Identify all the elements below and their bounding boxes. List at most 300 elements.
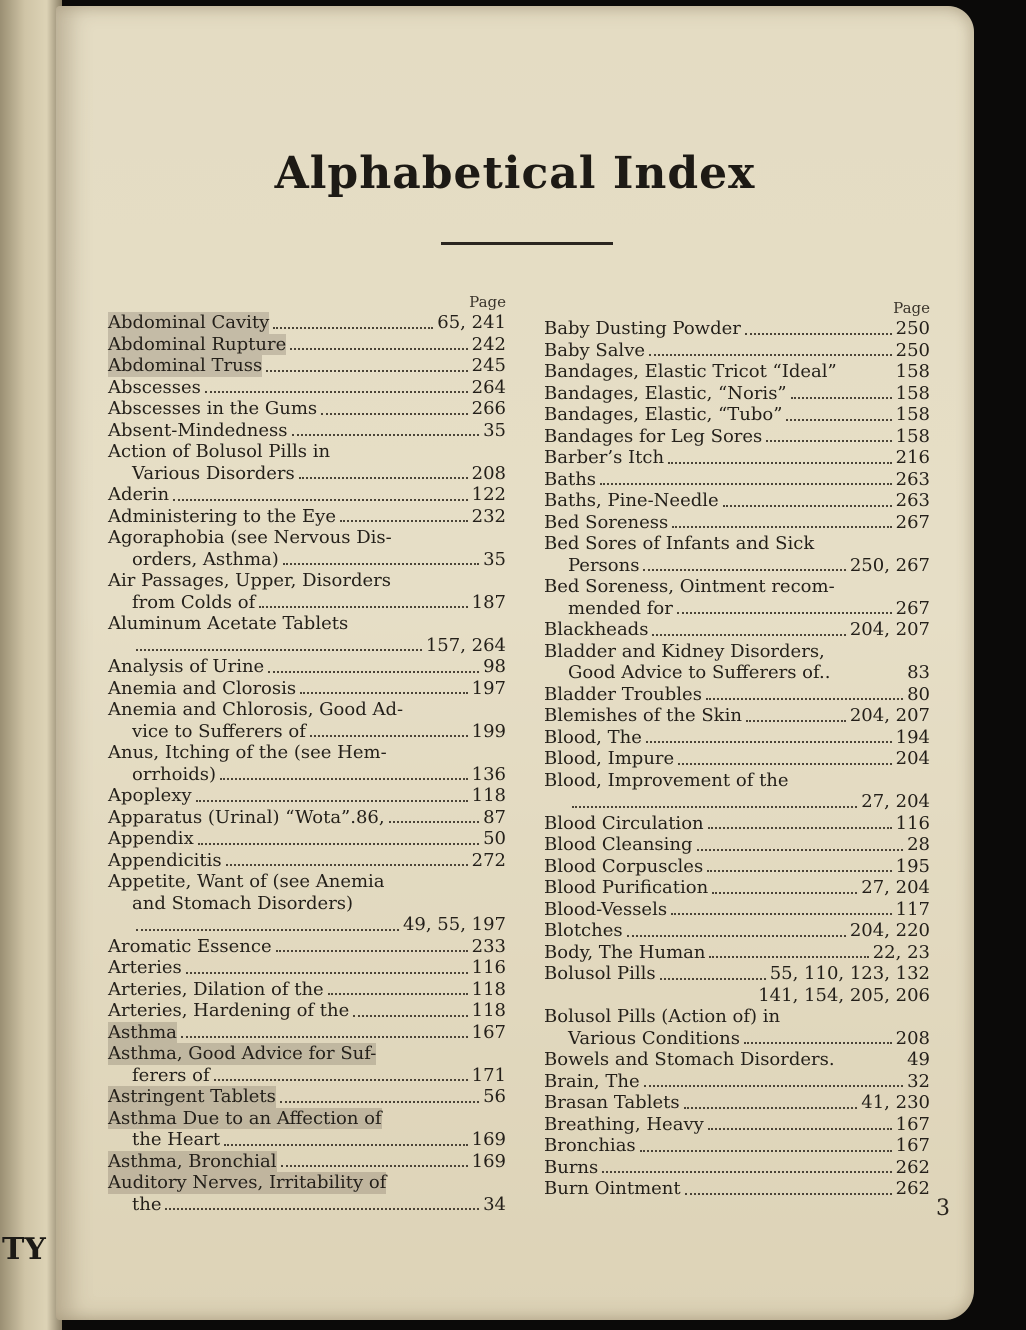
index-entry xyxy=(108,828,506,850)
dot-leader xyxy=(723,503,892,507)
entry-name: Bronchias xyxy=(544,1135,636,1156)
index-entry xyxy=(108,656,506,678)
index-entry xyxy=(544,1071,930,1093)
entry-name: Appendicitis xyxy=(108,849,222,871)
entry-pages: 242 xyxy=(471,333,506,355)
entry-name: Body, The Human xyxy=(544,941,706,963)
entry-pages: 32 xyxy=(907,1070,930,1092)
index-entries-right xyxy=(544,318,930,1200)
entry-name: Appetite, Want of (see Anemia xyxy=(108,871,385,892)
entry-pages: 28 xyxy=(907,834,930,855)
entry-name: Bolusol Pills (Action of) in xyxy=(544,1006,781,1027)
entry-name: vice to Sufferers of xyxy=(132,720,306,742)
entry-name: Apoplexy xyxy=(108,785,192,806)
entry-pages: 250 xyxy=(895,339,930,361)
dot-leader xyxy=(353,1013,467,1017)
entry-pages: 216 xyxy=(895,447,930,468)
entry-pages: 22, 23 xyxy=(872,941,930,963)
dot-leader xyxy=(839,1064,903,1066)
index-entry xyxy=(108,570,506,592)
entry-pages: 245 xyxy=(471,355,506,376)
entry-name: Bandages, Elastic, “Tubo” xyxy=(544,404,783,425)
dot-leader xyxy=(684,1105,858,1109)
entry-name: Abscesses xyxy=(108,376,201,398)
index-entries-left xyxy=(108,312,506,1215)
index-entry xyxy=(544,748,930,770)
dot-leader xyxy=(786,417,891,421)
entry-name: Bladder Troubles xyxy=(544,683,702,705)
entry-pages: 116 xyxy=(471,957,506,978)
entry-pages: 169 xyxy=(471,1129,506,1150)
entry-name: Persons xyxy=(568,554,640,576)
index-entry xyxy=(108,484,506,506)
dot-leader xyxy=(334,456,502,458)
dot-leader xyxy=(205,389,468,393)
entry-pages: 118 xyxy=(471,1000,506,1021)
entry-pages: 264 xyxy=(471,376,506,398)
entry-pages: 208 xyxy=(895,1027,930,1049)
index-entry xyxy=(108,1043,506,1065)
entry-pages: 208 xyxy=(471,462,506,484)
entry-name: Blackheads xyxy=(544,619,649,640)
dot-leader xyxy=(678,761,891,765)
dot-leader xyxy=(708,1126,892,1130)
previous-page-edge xyxy=(0,0,62,1330)
dot-leader xyxy=(685,1191,892,1195)
index-entry xyxy=(544,340,930,362)
index-entry xyxy=(108,742,506,764)
entry-pages: 35 xyxy=(483,419,506,441)
index-entry xyxy=(544,1092,930,1114)
entry-pages: 199 xyxy=(471,720,506,742)
entry-pages: 187 xyxy=(471,591,506,613)
entry-pages: 204 xyxy=(895,748,930,769)
index-entry xyxy=(544,813,930,835)
entry-name: Apparatus (Urinal) “Wota”.86, xyxy=(108,806,385,828)
index-entry xyxy=(108,549,506,571)
index-entry xyxy=(544,1135,930,1157)
entry-pages: 98 xyxy=(483,656,506,677)
entry-name: Asthma, Bronchial xyxy=(108,1150,277,1172)
index-entry xyxy=(544,318,930,340)
index-entry xyxy=(108,699,506,721)
entry-pages: 233 xyxy=(471,935,506,957)
index-entry xyxy=(544,555,930,577)
entry-name: Abdominal Rupture xyxy=(108,333,287,355)
entry-pages: 262 xyxy=(895,1156,930,1178)
dot-leader xyxy=(572,804,857,808)
dot-leader xyxy=(283,561,479,565)
entry-pages: 49, 55, 197 xyxy=(402,914,506,935)
index-entry xyxy=(108,635,506,657)
entry-name: Burns xyxy=(544,1156,599,1178)
dot-leader xyxy=(745,331,892,335)
entry-name: Blood-Vessels xyxy=(544,898,668,920)
dot-leader xyxy=(572,999,754,1001)
entry-name: orrhoids) xyxy=(132,763,217,785)
entry-pages: 158 xyxy=(895,382,930,404)
dot-leader xyxy=(389,819,479,823)
index-entry xyxy=(108,678,506,700)
entry-name: the xyxy=(132,1193,162,1215)
entry-pages: 136 xyxy=(471,763,506,785)
dot-leader xyxy=(181,1034,468,1038)
entry-name: Aromatic Essence xyxy=(108,935,272,957)
entry-name: Brain, The xyxy=(544,1070,640,1092)
dot-leader xyxy=(396,542,502,544)
index-entry xyxy=(544,942,930,964)
entry-name: from Colds of xyxy=(132,591,256,613)
dot-leader xyxy=(390,1187,502,1189)
index-entry xyxy=(544,490,930,512)
dot-leader xyxy=(259,604,467,608)
dot-leader xyxy=(224,1142,468,1146)
entry-name: Abdominal Cavity xyxy=(108,312,270,333)
index-entry xyxy=(544,576,930,598)
entry-name: orders, Asthma) xyxy=(132,548,279,570)
index-entry xyxy=(108,312,506,334)
index-entry xyxy=(544,598,930,620)
entry-name: Anemia and Clorosis xyxy=(108,677,297,699)
index-entry xyxy=(108,871,506,893)
dot-leader xyxy=(136,647,422,651)
index-entry xyxy=(108,914,506,936)
dot-leader xyxy=(744,1040,892,1044)
entry-pages: 118 xyxy=(471,785,506,806)
dot-leader xyxy=(829,655,926,657)
index-entry xyxy=(108,1108,506,1130)
index-entry xyxy=(544,662,930,684)
page-title: Alphabetical Index xyxy=(274,148,756,199)
dot-leader xyxy=(708,825,892,829)
entry-name: Blemishes of the Skin xyxy=(544,705,742,726)
index-entry xyxy=(544,1157,930,1179)
index-entry xyxy=(544,1178,930,1200)
dot-leader xyxy=(652,632,845,636)
index-entry xyxy=(108,441,506,463)
entry-name: Bed Soreness xyxy=(544,511,669,533)
entry-pages: 267 xyxy=(895,511,930,533)
entry-name: Blotches xyxy=(544,920,623,941)
index-entry xyxy=(544,963,930,985)
dot-leader xyxy=(214,1077,468,1081)
index-entry xyxy=(544,705,930,727)
entry-name: Blood, Improvement of the xyxy=(544,769,789,791)
entry-name: Bandages for Leg Sores xyxy=(544,425,763,447)
dot-leader xyxy=(677,610,892,614)
entry-pages: 267 xyxy=(895,597,930,619)
entry-pages: 116 xyxy=(895,812,930,834)
dot-leader xyxy=(226,862,468,866)
entry-name: ferers of xyxy=(132,1064,210,1086)
dot-leader xyxy=(357,907,502,909)
dot-leader xyxy=(299,475,468,479)
index-entry xyxy=(108,355,506,377)
entry-name: Various Conditions xyxy=(568,1027,740,1049)
index-entry xyxy=(544,641,930,663)
entry-name: Barber’s Itch xyxy=(544,447,665,468)
index-entry xyxy=(108,420,506,442)
dot-leader xyxy=(627,933,846,937)
dot-leader xyxy=(706,696,903,700)
dot-leader xyxy=(386,1122,502,1124)
entry-name: Bandages, Elastic Tricot “Ideal” xyxy=(544,361,837,382)
edge-text-fragment: TY xyxy=(2,1232,46,1267)
dot-leader xyxy=(660,976,766,980)
index-entry xyxy=(108,1194,506,1216)
entry-name: and Stomach Disorders) xyxy=(132,892,354,914)
entry-pages: 34 xyxy=(483,1193,506,1215)
page-column-header: Page xyxy=(893,299,930,317)
entry-name: Various Disorders xyxy=(132,462,295,484)
dot-leader xyxy=(220,776,468,780)
entry-name: Blood, Impure xyxy=(544,748,675,769)
dot-leader xyxy=(391,757,502,759)
entry-pages: 272 xyxy=(471,849,506,871)
index-entry xyxy=(544,985,930,1007)
entry-name: Bladder and Kidney Disorders, xyxy=(544,640,825,662)
entry-pages: 197 xyxy=(471,677,506,699)
entry-pages: 41, 230 xyxy=(861,1092,930,1113)
dot-leader xyxy=(766,438,891,442)
entry-name: Bowels and Stomach Disorders. xyxy=(544,1049,835,1070)
dot-leader xyxy=(395,585,502,587)
dot-leader xyxy=(310,733,468,737)
index-entry xyxy=(108,527,506,549)
entry-name: Bandages, Elastic, “Noris” xyxy=(544,382,787,404)
dot-leader xyxy=(268,669,479,673)
index-entry xyxy=(544,920,930,942)
entry-pages: 158 xyxy=(895,404,930,425)
dot-leader xyxy=(328,991,468,995)
entry-pages: 204, 207 xyxy=(849,619,930,640)
dot-leader xyxy=(407,714,502,716)
entry-name: Abscesses in the Gums xyxy=(108,398,318,419)
index-entry xyxy=(544,1049,930,1071)
dot-leader xyxy=(793,784,926,786)
index-entry xyxy=(108,1000,506,1022)
dot-leader xyxy=(186,970,468,974)
index-column-right xyxy=(544,298,930,1200)
dot-leader xyxy=(198,841,479,845)
index-entry xyxy=(544,877,930,899)
entry-pages: 49 xyxy=(907,1049,930,1070)
entry-pages: 263 xyxy=(895,490,930,511)
dot-leader xyxy=(841,376,892,378)
entry-name: Good Advice to Sufferers of.. xyxy=(568,662,831,683)
dot-leader xyxy=(173,497,468,501)
dot-leader xyxy=(643,567,845,571)
dot-leader xyxy=(266,368,467,372)
dot-leader xyxy=(640,1148,892,1152)
index-entry xyxy=(108,807,506,829)
entry-name: Asthma, Good Advice for Suf- xyxy=(108,1043,377,1064)
entry-name: Anemia and Chlorosis, Good Ad- xyxy=(108,699,404,720)
entry-name: Anus, Itching of the (see Hem- xyxy=(108,742,387,763)
entry-name: Baby Dusting Powder xyxy=(544,318,741,339)
entry-name: Baby Salve xyxy=(544,339,646,361)
entry-name: Absent-Mindedness xyxy=(108,419,288,441)
dot-leader xyxy=(791,395,892,399)
index-entry xyxy=(108,1022,506,1044)
entry-pages: 250 xyxy=(895,318,930,339)
index-entry xyxy=(108,613,506,635)
entry-pages: 158 xyxy=(895,425,930,447)
entry-pages: 87 xyxy=(483,806,506,828)
dot-leader xyxy=(649,352,892,356)
dot-leader xyxy=(276,948,468,952)
entry-name: Action of Bolusol Pills in xyxy=(108,441,331,462)
entry-pages: 171 xyxy=(471,1064,506,1086)
index-entry xyxy=(108,721,506,743)
dot-leader xyxy=(280,1099,479,1103)
index-entry xyxy=(108,764,506,786)
entry-pages: 167 xyxy=(895,1113,930,1135)
entry-name: Baths xyxy=(544,468,597,490)
dot-leader xyxy=(136,927,399,931)
entry-pages: 263 xyxy=(895,468,930,490)
index-entry xyxy=(108,377,506,399)
entry-pages: 55, 110, 123, 132 xyxy=(769,963,930,984)
entry-pages: 194 xyxy=(895,726,930,748)
index-column-left xyxy=(108,292,506,1215)
entry-pages: 65, 241 xyxy=(437,312,506,333)
dot-leader xyxy=(712,890,857,894)
index-entry xyxy=(108,936,506,958)
index-entry xyxy=(544,899,930,921)
entry-pages: 27, 204 xyxy=(861,791,930,812)
entry-name: Bed Soreness, Ointment recom- xyxy=(544,576,835,597)
entry-name: Air Passages, Upper, Disorders xyxy=(108,570,391,591)
entry-name: Blood Cleansing xyxy=(544,834,693,855)
dot-leader xyxy=(352,628,502,630)
dot-leader xyxy=(380,1058,502,1060)
entry-name: Arteries xyxy=(108,957,182,978)
dot-leader xyxy=(746,718,846,722)
entry-name: Administering to the Eye xyxy=(108,505,336,527)
entry-name: Asthma Due to an Affection of xyxy=(108,1107,382,1129)
entry-pages: 232 xyxy=(471,505,506,527)
dot-leader xyxy=(273,325,433,329)
dot-leader xyxy=(668,460,892,464)
entry-name: Blood Purification xyxy=(544,877,709,898)
entry-name: Aluminum Acetate Tablets xyxy=(108,613,349,634)
index-entry xyxy=(108,957,506,979)
entry-name: Blood Corpuscles xyxy=(544,855,704,877)
entry-name: Aderin xyxy=(108,484,170,505)
entry-pages: 80 xyxy=(907,683,930,705)
dot-leader xyxy=(290,346,467,350)
dot-leader xyxy=(281,1163,468,1167)
index-entry xyxy=(108,506,506,528)
dot-leader xyxy=(300,690,468,694)
page-column-header: Page xyxy=(469,293,506,311)
index-entry xyxy=(108,1129,506,1151)
dot-leader xyxy=(672,524,891,528)
index-entry xyxy=(544,533,930,555)
entry-name: Auditory Nerves, Irritability of xyxy=(108,1172,387,1193)
entry-pages: 50 xyxy=(483,828,506,849)
entry-pages: 204, 207 xyxy=(849,705,930,726)
page-number: 3 xyxy=(936,1196,950,1221)
entry-name: mended for xyxy=(568,597,673,619)
index-entry xyxy=(108,463,506,485)
entry-pages: 56 xyxy=(483,1086,506,1107)
index-entry xyxy=(544,512,930,534)
entry-name: Astringent Tablets xyxy=(108,1086,276,1107)
dot-leader xyxy=(784,1021,926,1023)
entry-pages: 262 xyxy=(895,1178,930,1199)
entry-name: Analysis of Urine xyxy=(108,656,265,677)
index-entry xyxy=(544,469,930,491)
index-entry xyxy=(544,684,930,706)
entry-name: Blood Circulation xyxy=(544,812,704,834)
entry-pages: 266 xyxy=(471,398,506,419)
index-entry xyxy=(108,979,506,1001)
entry-name: Abdominal Truss xyxy=(108,355,263,376)
index-entry xyxy=(108,334,506,356)
index-entry xyxy=(544,383,930,405)
dot-leader xyxy=(646,739,892,743)
entry-pages: 117 xyxy=(895,898,930,920)
entry-name: Agoraphobia (see Nervous Dis- xyxy=(108,527,392,548)
entry-name: Appendix xyxy=(108,828,194,849)
dot-leader xyxy=(165,1206,479,1210)
dot-leader xyxy=(839,591,926,593)
dot-leader xyxy=(196,798,468,802)
entry-pages: 158 xyxy=(895,361,930,382)
entry-pages: 157, 264 xyxy=(425,634,506,656)
entry-name: Arteries, Dilation of the xyxy=(108,978,324,1000)
index-entry xyxy=(108,893,506,915)
dot-leader xyxy=(644,1083,903,1087)
dot-leader xyxy=(321,411,468,415)
dot-leader xyxy=(707,868,891,872)
entry-pages: 204, 220 xyxy=(849,920,930,941)
dot-leader xyxy=(671,911,892,915)
index-entry xyxy=(108,1172,506,1194)
index-entry xyxy=(544,791,930,813)
index-entry xyxy=(108,850,506,872)
index-entry xyxy=(544,426,930,448)
dot-leader xyxy=(818,548,926,550)
entry-name: Arteries, Hardening of the xyxy=(108,1000,350,1021)
entry-name: the Heart xyxy=(132,1129,221,1150)
entry-pages: 35 xyxy=(483,548,506,570)
entry-pages: 169 xyxy=(471,1150,506,1172)
index-entry xyxy=(544,770,930,792)
entry-pages: 118 xyxy=(471,978,506,1000)
entry-name: Brasan Tablets xyxy=(544,1092,680,1113)
dot-leader xyxy=(292,432,480,436)
index-page xyxy=(56,6,974,1320)
entry-pages: 195 xyxy=(895,855,930,877)
index-entry xyxy=(108,785,506,807)
index-entry xyxy=(544,1006,930,1028)
entry-pages: 141, 154, 205, 206 xyxy=(758,984,930,1006)
index-entry xyxy=(544,856,930,878)
index-entry xyxy=(108,398,506,420)
entry-pages: 122 xyxy=(471,484,506,505)
entry-pages: 250, 267 xyxy=(849,554,930,576)
entry-name: Blood, The xyxy=(544,726,642,748)
index-entry xyxy=(108,1086,506,1108)
index-entry xyxy=(544,404,930,426)
entry-name: Bolusol Pills xyxy=(544,963,656,984)
index-entry xyxy=(108,1151,506,1173)
index-entry xyxy=(544,447,930,469)
index-entry xyxy=(544,619,930,641)
